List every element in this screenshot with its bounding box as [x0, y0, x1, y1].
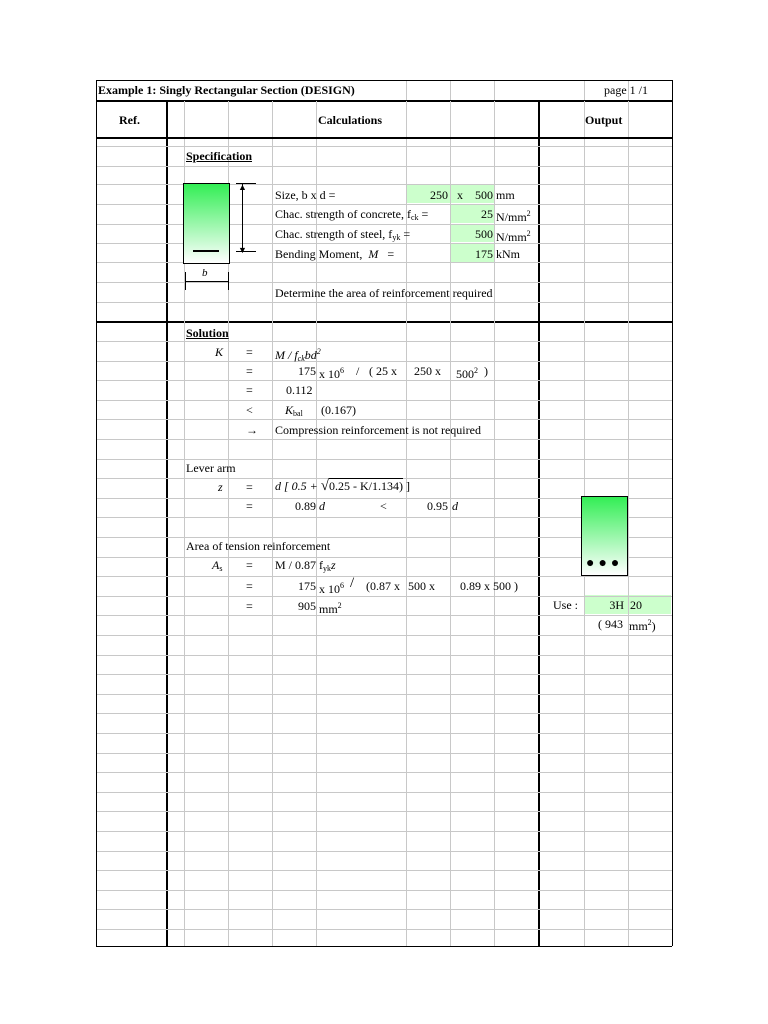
as-equals: = [246, 558, 253, 572]
reinforcement-bars-icon: ●●● [586, 556, 624, 571]
fyk-value[interactable]: 500 [475, 227, 493, 241]
grid-column-line [406, 139, 407, 946]
grid-column-line [184, 101, 185, 137]
size-label: Size, b x d = [275, 188, 336, 202]
bars-count[interactable]: 3H [609, 598, 624, 612]
k-value-equals: = [246, 383, 253, 397]
beam-section-diagram [183, 183, 230, 264]
output-section-diagram [581, 496, 628, 576]
k-sub-x10: x $10^6$ [319, 366, 344, 381]
grid-column-line [628, 139, 629, 946]
z-limit-d: d [452, 499, 458, 513]
k-formula: M / $f_{ck}bd^2$ [275, 347, 321, 363]
z-value-equals: = [246, 499, 253, 513]
as-sub-slash: / [350, 575, 355, 591]
conclusion-arrow: → [246, 423, 258, 437]
grid-column-line [450, 81, 451, 100]
lever-arm-heading: Lever arm [186, 461, 236, 475]
as-symbol: $A_s$ [212, 558, 223, 573]
grid-column-line [406, 81, 407, 100]
fck-value[interactable]: 25 [481, 207, 493, 221]
bar-diameter[interactable]: 20 [630, 598, 642, 612]
area-heading: Area of tension reinforcement [186, 539, 331, 553]
moment-value[interactable]: 175 [475, 247, 493, 261]
kbal-symbol: $K_{bal}$ [285, 403, 303, 418]
ref-column-header: Ref. [119, 113, 140, 127]
grid-column-line [584, 81, 585, 100]
fck-label: Chac. strength of concrete, $f_{ck}$ = [275, 207, 429, 222]
root-argument: 0.25 - K/1.134) [329, 479, 404, 493]
k-sub-moment: 175 [298, 364, 316, 378]
as-sub-x10: x $10^6$ [319, 581, 344, 596]
as-sub-equals: = [246, 579, 253, 593]
grid-column-line [272, 101, 273, 137]
k-sub-b: 250 x [414, 364, 441, 378]
grid-column-line [494, 139, 495, 946]
grid-column-line [228, 101, 229, 137]
z-d: d [319, 499, 325, 513]
grid-column-line [406, 101, 407, 137]
tension-bars-line [193, 250, 219, 252]
fyk-label: Chac. strength of steel, $f_{yk}$ = [275, 227, 411, 242]
grid-column-line [628, 101, 629, 137]
z-limit: 0.95 [427, 499, 448, 513]
k-sub-close: ) [484, 364, 488, 378]
size-times: x [457, 188, 463, 202]
compression-conclusion: Compression reinforcement is not required [275, 423, 481, 437]
fyk-unit: $N/mm^2$ [496, 229, 531, 244]
z-symbol: z [218, 480, 223, 494]
width-b-value[interactable]: 250 [430, 188, 448, 202]
fck-unit: $N/mm^2$ [496, 209, 531, 224]
calculations-column-header: Calculations [318, 113, 383, 127]
z-value: 0.89 [295, 499, 316, 513]
as-result-unit: $mm^2$ [319, 601, 342, 616]
depth-arrow-top: ▲ [238, 182, 247, 192]
kbal-lt: < [246, 403, 253, 417]
use-label: Use : [553, 598, 578, 612]
grid-column-line [494, 81, 495, 100]
z-equals: = [246, 480, 253, 494]
k-sub-slash: / [356, 364, 360, 378]
k-sub-d: $500^2$ [456, 366, 478, 381]
as-formula: M / 0.87 $f_{yk}z$ [275, 558, 336, 573]
specification-heading: Specification [186, 149, 252, 163]
solution-heading: Solution [186, 326, 229, 340]
as-sub-open: (0.87 x [366, 579, 400, 593]
kbal-value: (0.167) [321, 403, 356, 417]
k-symbol: K [215, 345, 224, 359]
grid-column-line [316, 101, 317, 137]
page-number: page 1 /1 [604, 83, 648, 97]
square-root-icon: √ [320, 478, 330, 494]
k-equals: = [246, 345, 253, 359]
width-dimension-line [185, 281, 228, 282]
size-unit: mm [496, 188, 515, 202]
z-formula: d [ 0.5 + √0.25 - K/1.134) ] [275, 478, 411, 494]
depth-d-value[interactable]: 500 [475, 188, 493, 202]
moment-label: Bending Moment, M = [275, 247, 395, 261]
as-sub-fyk: 500 x [408, 579, 435, 593]
k-sub-equals: = [246, 364, 253, 378]
moment-unit: kNm [496, 247, 520, 261]
z-lt: < [380, 499, 387, 513]
grid-column-line [450, 101, 451, 137]
beam-width-label: b [202, 267, 208, 279]
output-column-header: Output [585, 113, 623, 127]
provided-area-unit: $mm^2$) [629, 618, 656, 633]
as-sub-lever: 0.89 x 500 ) [460, 579, 518, 593]
sheet-title: Example 1: Singly Rectangular Section (DESIGN) [98, 83, 355, 97]
task-statement: Determine the area of reinforcement required [275, 286, 493, 300]
k-sub-fck: ( 25 x [369, 364, 397, 378]
as-sub-moment: 175 [298, 579, 316, 593]
as-result-equals: = [246, 599, 253, 613]
provided-area: ( 943 [598, 617, 623, 631]
as-result: 905 [298, 599, 316, 613]
k-value: 0.112 [286, 383, 313, 397]
grid-column-line [494, 101, 495, 137]
depth-arrow-bottom: ▼ [238, 245, 247, 255]
